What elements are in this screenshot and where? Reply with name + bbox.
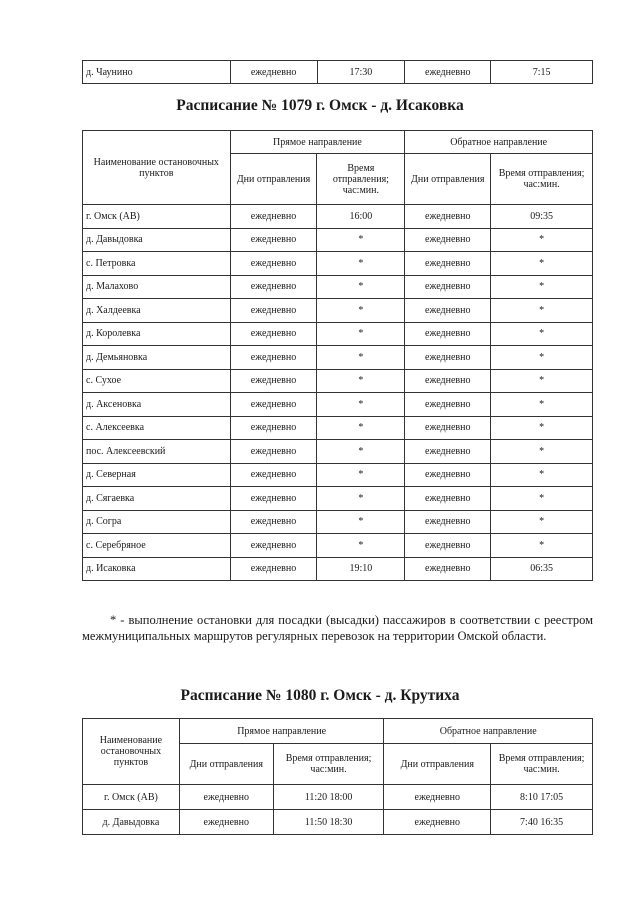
stop-name: д. Согра xyxy=(83,510,231,534)
departure-days: ежедневно xyxy=(230,393,317,417)
departure-time: 19:10 xyxy=(317,557,405,581)
departure-days: ежедневно xyxy=(405,440,491,464)
departure-days: ежедневно xyxy=(405,299,491,323)
table-row xyxy=(83,463,593,487)
departure-time: 16:00 xyxy=(317,205,405,229)
stop-name: г. Омск (АВ) xyxy=(83,785,180,810)
departure-time: * xyxy=(317,275,405,299)
backward-direction-header: Обратное направление xyxy=(384,719,593,744)
backward-direction-header: Обратное направление xyxy=(405,131,593,154)
stop-name: г. Омск (АВ) xyxy=(83,205,231,229)
stop-name: д. Аксеновка xyxy=(83,393,231,417)
departure-time: 7:15 xyxy=(491,61,593,84)
table-row xyxy=(83,440,593,464)
departure-days: ежедневно xyxy=(405,463,491,487)
time-header: Время отправления; час:мин. xyxy=(317,154,405,205)
departure-time: 06:35 xyxy=(491,557,593,581)
departure-days: ежедневно xyxy=(405,557,491,581)
stop-name: с. Сухое xyxy=(83,369,231,393)
schedule-title: Расписание № 1080 г. Омск - д. Крутиха xyxy=(180,687,460,704)
departure-days: ежедневно xyxy=(230,534,317,558)
departure-days: ежедневно xyxy=(405,369,491,393)
time-header: Время отправления; час:мин. xyxy=(491,154,593,205)
departure-days: ежедневно xyxy=(230,228,317,252)
stop-name: д. Халдеевка xyxy=(83,299,231,323)
stop-name: д. Малахово xyxy=(83,275,231,299)
stop-name: д. Северная xyxy=(83,463,231,487)
departure-days: ежедневно xyxy=(405,252,491,276)
departure-time: * xyxy=(491,299,593,323)
departure-time: 17:30 xyxy=(317,61,405,84)
stops-header: Наименование остановочных пунктов xyxy=(83,131,231,205)
departure-days: ежедневно xyxy=(384,785,491,810)
departure-days: ежедневно xyxy=(405,510,491,534)
departure-time: * xyxy=(317,228,405,252)
departure-time: * xyxy=(491,416,593,440)
departure-time: * xyxy=(491,510,593,534)
stop-name: д. Давыдовка xyxy=(83,228,231,252)
days-header: Дни отправления xyxy=(179,744,273,785)
departure-time: * xyxy=(491,534,593,558)
table-row xyxy=(83,416,593,440)
departure-days: ежедневно xyxy=(405,534,491,558)
forward-direction-header: Прямое направление xyxy=(230,131,405,154)
footnote: * - выполнение остановки для посадки (высадки) пассажиров в соответствии с реестром межмуниципальных маршрутов регулярных перевозок на территории Омской области. xyxy=(82,613,593,643)
stop-name: д. Демьяновка xyxy=(83,346,231,370)
table-row xyxy=(83,393,593,417)
departure-days: ежедневно xyxy=(179,785,273,810)
departure-days: ежедневно xyxy=(405,228,491,252)
departure-days: ежедневно xyxy=(230,510,317,534)
table-row xyxy=(83,785,593,810)
departure-days: ежедневно xyxy=(230,463,317,487)
departure-days: ежедневно xyxy=(230,487,317,511)
departure-time: 7:40 16:35 xyxy=(491,810,593,835)
departure-time: * xyxy=(317,510,405,534)
table-row xyxy=(83,487,593,511)
stops-header: Наименование остановочных пунктов xyxy=(83,719,180,785)
days-header: Дни отправления xyxy=(384,744,491,785)
table-row xyxy=(83,252,593,276)
departure-days: ежедневно xyxy=(230,299,317,323)
forward-direction-header: Прямое направление xyxy=(179,719,384,744)
table-row xyxy=(83,61,593,84)
days-header: Дни отправления xyxy=(230,154,317,205)
stop-name: с. Алексеевка xyxy=(83,416,231,440)
departure-time: * xyxy=(491,487,593,511)
departure-days: ежедневно xyxy=(405,393,491,417)
departure-days: ежедневно xyxy=(405,346,491,370)
departure-time: * xyxy=(491,440,593,464)
table-row xyxy=(83,369,593,393)
schedule-1080-table xyxy=(82,718,593,835)
departure-days: ежедневно xyxy=(179,810,273,835)
stop-name: д. Сягаевка xyxy=(83,487,231,511)
time-header: Время отправления; час:мин. xyxy=(491,744,593,785)
stop-name: пос. Алексеевский xyxy=(83,440,231,464)
departure-time: 11:20 18:00 xyxy=(273,785,384,810)
departure-days: ежедневно xyxy=(405,61,491,84)
departure-time: * xyxy=(491,463,593,487)
departure-days: ежедневно xyxy=(230,322,317,346)
departure-time: * xyxy=(317,463,405,487)
schedule-title: Расписание № 1079 г. Омск - д. Исаковка xyxy=(176,97,464,114)
departure-days: ежедневно xyxy=(230,61,317,84)
departure-days: ежедневно xyxy=(230,416,317,440)
stop-name: д. Давыдовка xyxy=(83,810,180,835)
stop-name: д. Чаунино xyxy=(83,61,231,84)
departure-time: * xyxy=(491,228,593,252)
table-row xyxy=(83,534,593,558)
departure-time: * xyxy=(491,252,593,276)
departure-days: ежедневно xyxy=(230,252,317,276)
table-row xyxy=(83,810,593,835)
table-row xyxy=(83,322,593,346)
departure-days: ежедневно xyxy=(405,322,491,346)
departure-time: * xyxy=(317,416,405,440)
departure-time: * xyxy=(317,299,405,323)
table-row xyxy=(83,275,593,299)
departure-time: 09:35 xyxy=(491,205,593,229)
table-row xyxy=(83,205,593,229)
departure-days: ежедневно xyxy=(230,205,317,229)
departure-time: * xyxy=(491,322,593,346)
time-header: Время отправления; час:мин. xyxy=(273,744,384,785)
departure-time: * xyxy=(317,393,405,417)
table-row xyxy=(83,346,593,370)
table-row xyxy=(83,299,593,323)
departure-days: ежедневно xyxy=(405,487,491,511)
previous-schedule-table xyxy=(82,60,593,84)
departure-time: 8:10 17:05 xyxy=(491,785,593,810)
table-row xyxy=(83,510,593,534)
departure-days: ежедневно xyxy=(230,557,317,581)
departure-days: ежедневно xyxy=(230,346,317,370)
departure-time: 11:50 18:30 xyxy=(273,810,384,835)
departure-days: ежедневно xyxy=(230,440,317,464)
schedule-1079-table xyxy=(82,130,593,581)
departure-time: * xyxy=(491,369,593,393)
table-row xyxy=(83,557,593,581)
days-header: Дни отправления xyxy=(405,154,491,205)
departure-time: * xyxy=(317,369,405,393)
departure-time: * xyxy=(491,346,593,370)
stop-name: д. Исаковка xyxy=(83,557,231,581)
departure-time: * xyxy=(317,252,405,276)
departure-time: * xyxy=(317,487,405,511)
departure-days: ежедневно xyxy=(405,275,491,299)
departure-days: ежедневно xyxy=(405,416,491,440)
departure-time: * xyxy=(317,322,405,346)
departure-days: ежедневно xyxy=(384,810,491,835)
departure-days: ежедневно xyxy=(405,205,491,229)
departure-time: * xyxy=(491,393,593,417)
departure-days: ежедневно xyxy=(230,275,317,299)
departure-time: * xyxy=(317,440,405,464)
departure-time: * xyxy=(317,346,405,370)
stop-name: с. Серебряное xyxy=(83,534,231,558)
stop-name: д. Королевка xyxy=(83,322,231,346)
stop-name: с. Петровка xyxy=(83,252,231,276)
departure-time: * xyxy=(491,275,593,299)
departure-days: ежедневно xyxy=(230,369,317,393)
departure-time: * xyxy=(317,534,405,558)
table-row xyxy=(83,228,593,252)
